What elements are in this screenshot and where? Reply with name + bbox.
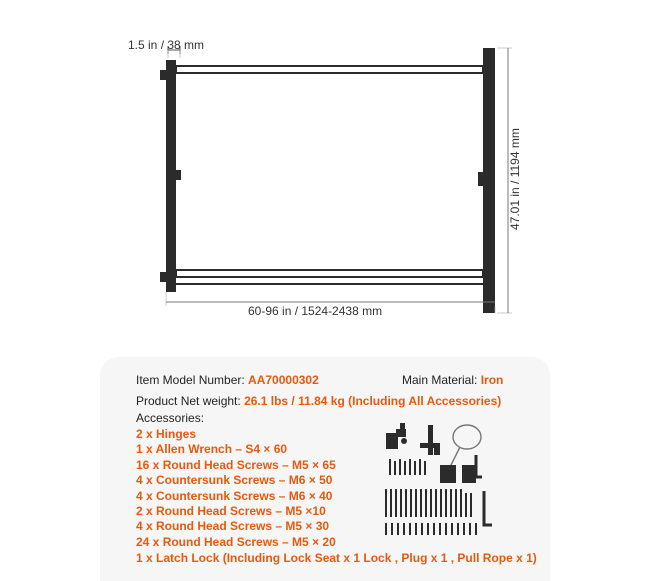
lock-seat-icon bbox=[440, 465, 456, 483]
list-item: 4 x Countersunk Screws – M6 × 40 bbox=[136, 488, 333, 503]
list-item: 24 x Round Head Screws – M5 × 20 bbox=[136, 534, 336, 549]
list-item: 4 x Round Head Screws – M5 × 30 bbox=[136, 519, 330, 534]
list-item: 4 x Countersunk Screws – M6 × 50 bbox=[136, 473, 333, 488]
model-row bbox=[136, 373, 319, 387]
top-rail bbox=[176, 66, 483, 73]
list-item: 2 x Hinges bbox=[136, 427, 197, 441]
bottom-rail bbox=[176, 270, 483, 277]
weight-label: Product Net weight: bbox=[136, 394, 241, 408]
weight-row bbox=[136, 394, 501, 408]
hinge-icon bbox=[386, 423, 407, 449]
list-item: 16 x Round Head Screws – M5 × 65 bbox=[136, 457, 336, 472]
right-post bbox=[483, 48, 495, 313]
weight-value: 26.1 lbs / 11.84 kg (Including All Accessories) bbox=[244, 394, 502, 408]
model-label: Item Model Number: bbox=[136, 373, 245, 387]
list-item: 1 x Allen Wrench – S4 × 60 bbox=[136, 442, 288, 457]
tube-size-label: 1.5 in / 38 mm bbox=[128, 38, 205, 52]
allen-wrench-icon bbox=[476, 455, 482, 477]
latch-lock-item: 1 x Latch Lock (Including Lock Seat x 1 Lock , Plug x 1 , Pull Rope x 1) bbox=[136, 551, 537, 565]
model-value: AA70000302 bbox=[248, 373, 319, 387]
material-label: Main Material: bbox=[402, 373, 478, 387]
hardware-accessories-image bbox=[380, 417, 520, 547]
material-row bbox=[402, 373, 503, 387]
material-value: Iron bbox=[480, 373, 504, 387]
list-item: 2 x Round Head Screws – M5 ×10 bbox=[136, 503, 326, 518]
latch-lock-icon bbox=[420, 425, 440, 455]
accessories-list bbox=[136, 427, 336, 550]
width-label: 60-96 in / 1524-2438 mm bbox=[248, 304, 383, 318]
left-post bbox=[166, 60, 176, 292]
accessories-label: Accessories: bbox=[136, 411, 205, 425]
spec-card bbox=[100, 357, 550, 581]
height-label: 47.01 in / 1194 mm bbox=[508, 128, 522, 230]
